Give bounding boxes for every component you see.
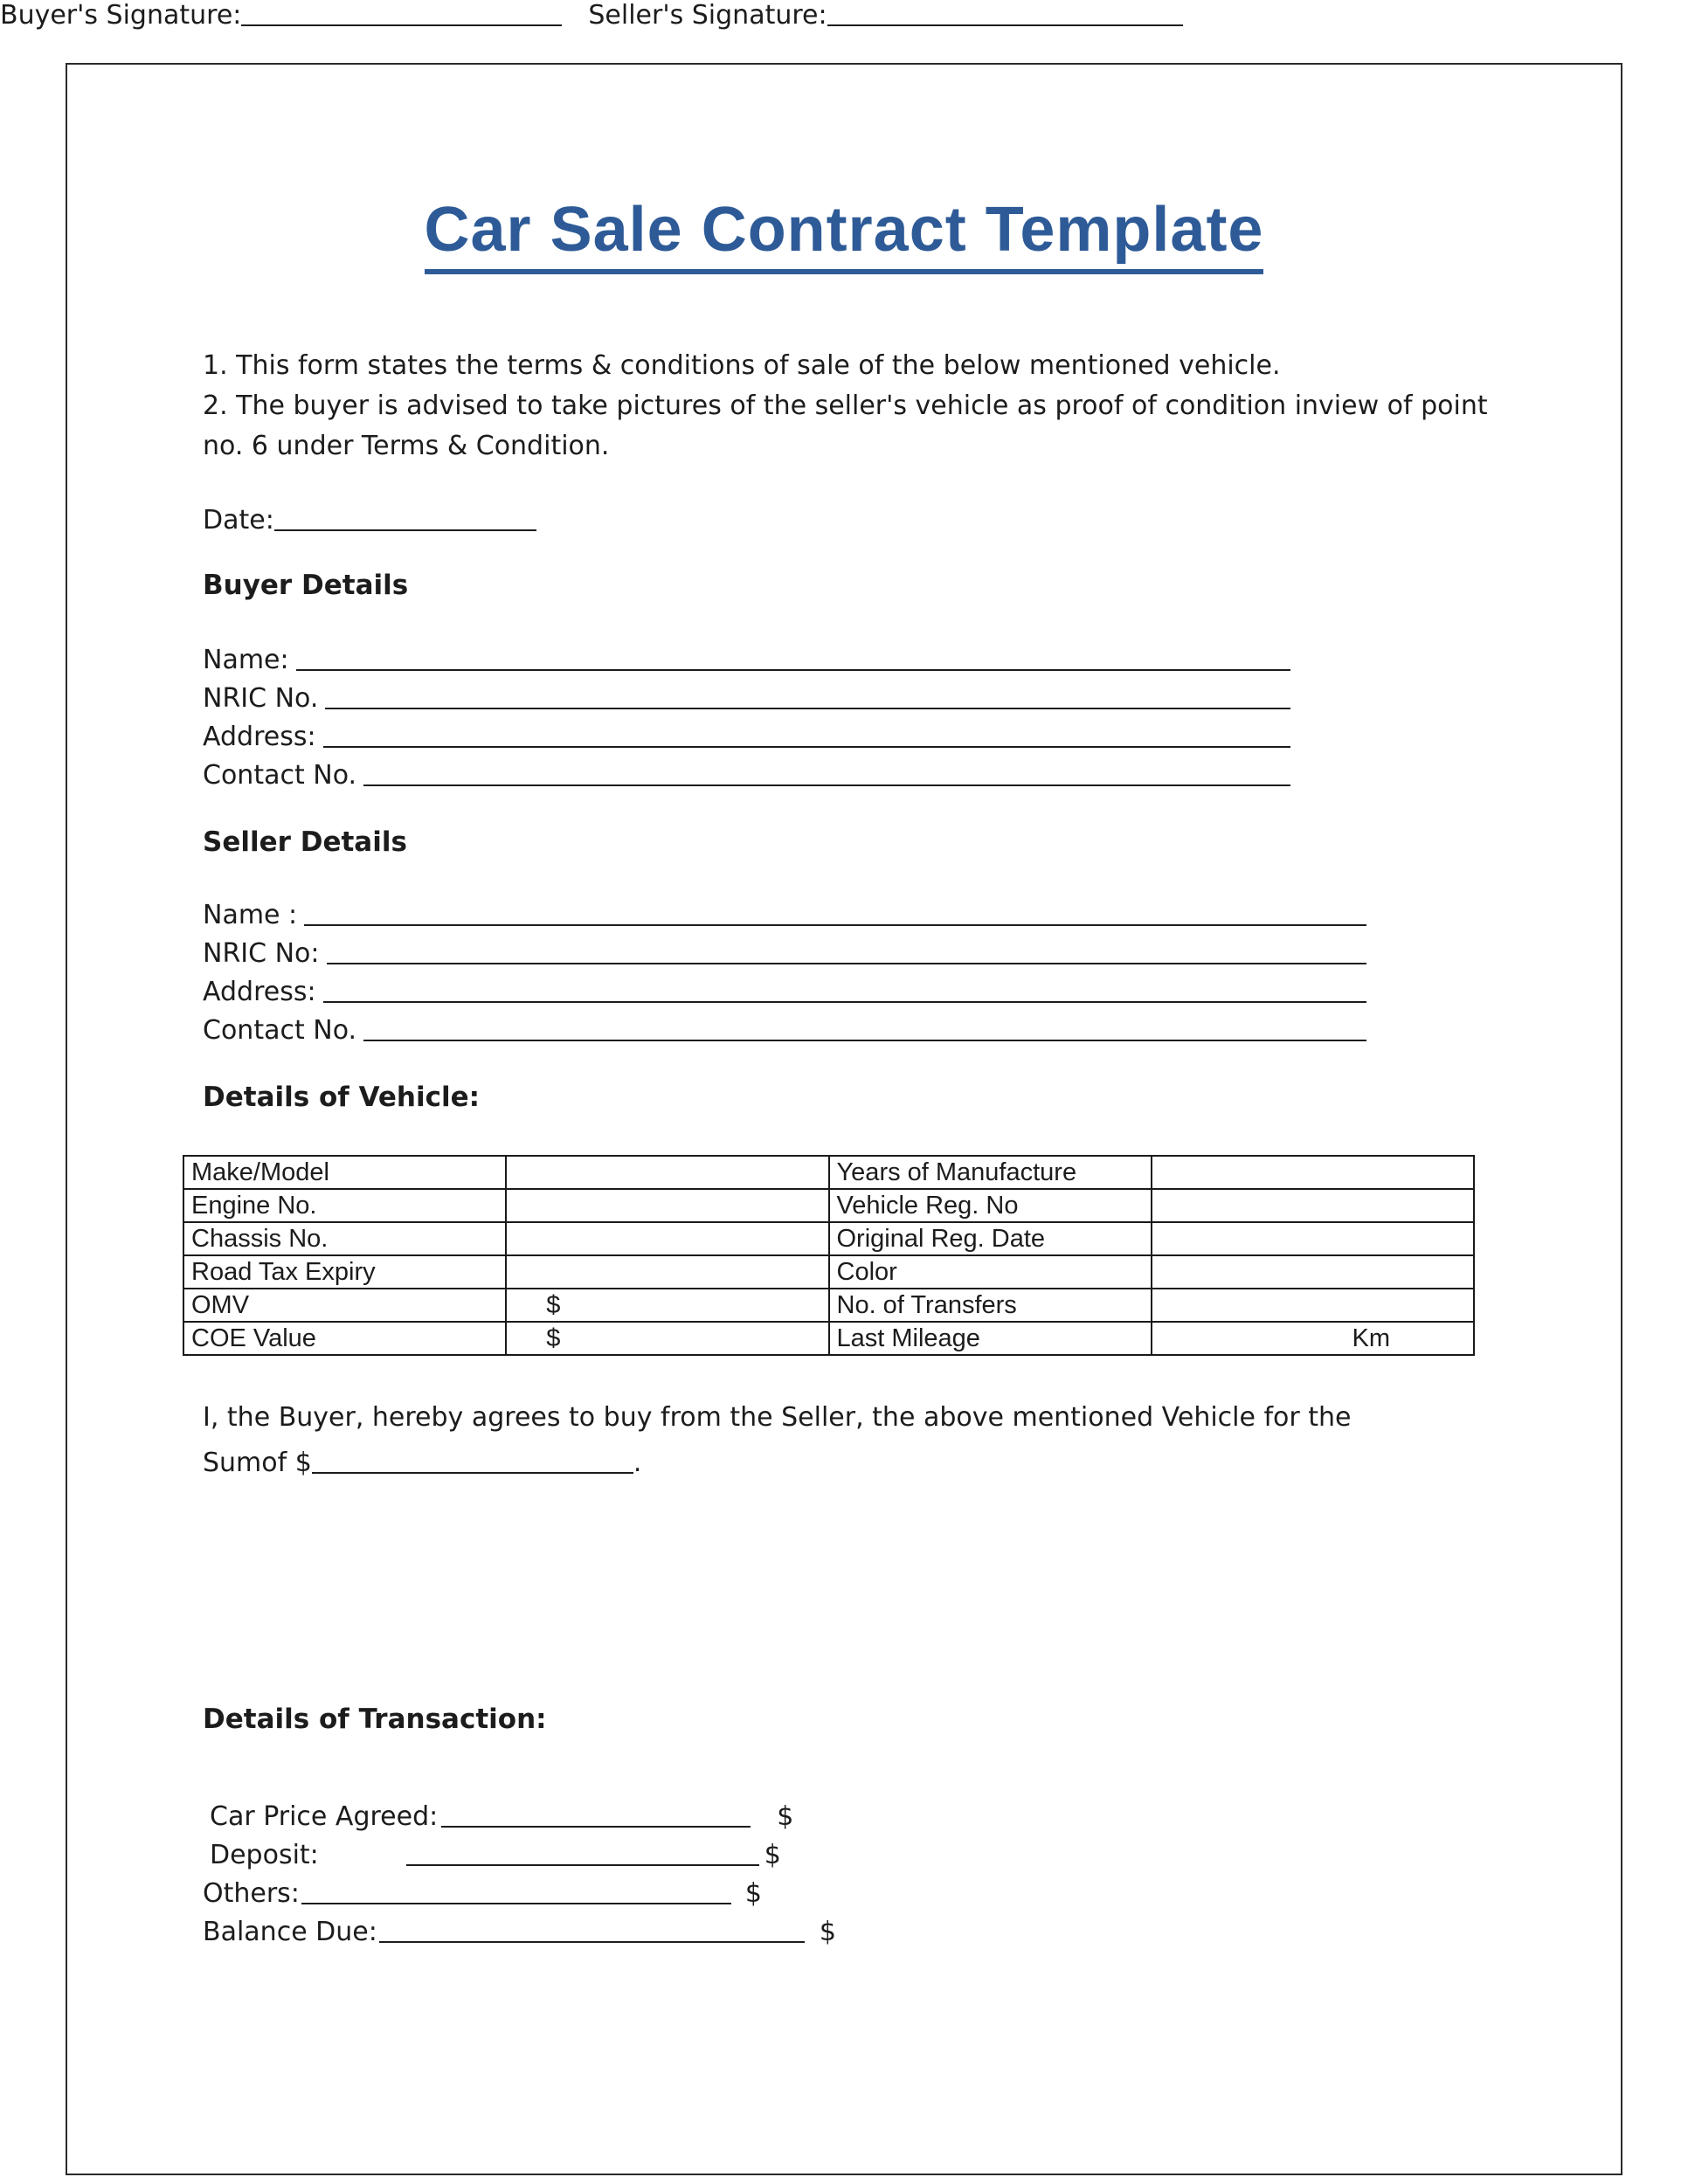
transaction-rows <box>203 1801 836 1955</box>
blank-line <box>406 1857 759 1866</box>
signature-row <box>0 0 1688 31</box>
date-label: Date: <box>203 505 274 536</box>
agreement-line: I, the Buyer, hereby agrees to buy from the Seller, the above mentioned Vehicle for the <box>203 1402 1352 1433</box>
vehicle-cell-value <box>506 1222 828 1255</box>
transaction-row-others <box>203 1878 836 1917</box>
date-row <box>203 505 536 536</box>
blank-line <box>441 1819 751 1828</box>
page-title: Car Sale Contract Template <box>425 194 1264 274</box>
blank-line <box>301 1896 731 1904</box>
currency-symbol: $ <box>744 1878 763 1909</box>
intro-line: no. 6 under Terms & Condition. <box>203 431 610 461</box>
seller-field-contact <box>203 1015 1366 1054</box>
intro-line: 2. The buyer is advised to take pictures of the seller's vehicle as proof of condition inview of point <box>203 390 1488 421</box>
sum-period: . <box>633 1448 642 1478</box>
seller-signature-label: Seller's Signature: <box>588 0 827 31</box>
vehicle-cell-label: Road Tax Expiry <box>183 1255 506 1289</box>
field-label: Others: <box>203 1878 300 1909</box>
blank-line <box>323 994 1366 1003</box>
vehicle-cell-label: Years of Manufacture <box>829 1156 1152 1189</box>
seller-details-heading: Seller Details <box>203 826 407 858</box>
buyer-signature-label: Buyer's Signature: <box>0 0 242 31</box>
vehicle-table-row <box>183 1322 1474 1355</box>
buyer-field-address <box>203 722 1290 760</box>
vehicle-cell-label: Vehicle Reg. No <box>829 1189 1152 1222</box>
blank-line <box>325 701 1290 709</box>
seller-field-nric <box>203 938 1366 977</box>
buyer-field-name <box>203 645 1290 683</box>
vehicle-table-row <box>183 1289 1474 1322</box>
vehicle-cell-label: Last Mileage <box>829 1322 1152 1355</box>
agreement-sum-line <box>203 1443 1352 1483</box>
buyer-details-heading: Buyer Details <box>203 570 409 601</box>
field-label: Address: <box>203 722 316 752</box>
vehicle-cell-value <box>1152 1189 1474 1222</box>
vehicle-cell-value: $ <box>506 1289 828 1322</box>
transaction-row-car-price <box>203 1801 836 1840</box>
seller-signature-line <box>827 17 1183 26</box>
vehicle-cell-label: Color <box>829 1255 1152 1289</box>
field-label: Contact No. <box>203 1015 357 1046</box>
field-label: Contact No. <box>203 760 357 791</box>
agreement-paragraph <box>203 1398 1352 1483</box>
blank-line <box>327 956 1366 964</box>
blank-line <box>323 739 1290 748</box>
vehicle-cell-label: Chassis No. <box>183 1222 506 1255</box>
seller-field-name <box>203 900 1366 938</box>
vehicle-cell-value <box>506 1255 828 1289</box>
field-label: Car Price Agreed: <box>210 1801 439 1832</box>
document-header <box>66 194 1622 274</box>
vehicle-cell-value: Km <box>1152 1322 1474 1355</box>
sum-prefix: Sumof $ <box>203 1448 312 1478</box>
vehicle-table-row <box>183 1156 1474 1189</box>
vehicle-cell-value <box>506 1189 828 1222</box>
vehicle-cell-value <box>1152 1255 1474 1289</box>
field-label: Address: <box>203 977 316 1007</box>
field-label: NRIC No. <box>203 683 319 714</box>
buyer-fields <box>203 645 1290 798</box>
blank-line <box>363 778 1290 786</box>
buyer-signature-line <box>241 17 562 26</box>
blank-line <box>304 917 1366 926</box>
currency-symbol: $ <box>764 1840 781 1870</box>
seller-fields <box>203 900 1366 1054</box>
vehicle-cell-label: OMV <box>183 1289 506 1322</box>
vehicle-table <box>183 1155 1475 1356</box>
currency-symbol: $ <box>819 1917 836 1947</box>
sum-blank-line <box>312 1465 633 1474</box>
blank-line <box>379 1934 805 1943</box>
field-label: Name : <box>203 900 298 930</box>
transaction-row-balance-due <box>203 1917 836 1955</box>
vehicle-cell-label: Engine No. <box>183 1189 506 1222</box>
vehicle-cell-label: Original Reg. Date <box>829 1222 1152 1255</box>
vehicle-table-row <box>183 1255 1474 1289</box>
intro-line: 1. This form states the terms & conditions of sale of the below mentioned vehicle. <box>203 350 1281 381</box>
field-label: NRIC No: <box>203 938 320 969</box>
field-label: Deposit: <box>210 1840 319 1870</box>
buyer-field-contact <box>203 760 1290 798</box>
vehicle-details-heading: Details of Vehicle: <box>203 1082 481 1113</box>
vehicle-table-row <box>183 1222 1474 1255</box>
blank-line <box>296 662 1290 671</box>
transaction-details-heading: Details of Transaction: <box>203 1704 547 1735</box>
blank-line <box>363 1033 1366 1041</box>
vehicle-cell-value <box>1152 1289 1474 1322</box>
intro-paragraph <box>203 346 1488 467</box>
vehicle-cell-value <box>506 1156 828 1189</box>
currency-symbol: $ <box>777 1801 794 1832</box>
vehicle-cell-label: Make/Model <box>183 1156 506 1189</box>
buyer-field-nric <box>203 683 1290 722</box>
seller-field-address <box>203 977 1366 1015</box>
transaction-row-deposit <box>203 1840 836 1878</box>
vehicle-cell-value: $ <box>506 1322 828 1355</box>
date-blank-line <box>274 522 536 531</box>
vehicle-cell-label: COE Value <box>183 1322 506 1355</box>
vehicle-cell-value <box>1152 1156 1474 1189</box>
vehicle-cell-value <box>1152 1222 1474 1255</box>
field-label: Balance Due: <box>203 1917 377 1947</box>
field-label: Name: <box>203 645 289 675</box>
vehicle-table-row <box>183 1189 1474 1222</box>
vehicle-cell-label: No. of Transfers <box>829 1289 1152 1322</box>
